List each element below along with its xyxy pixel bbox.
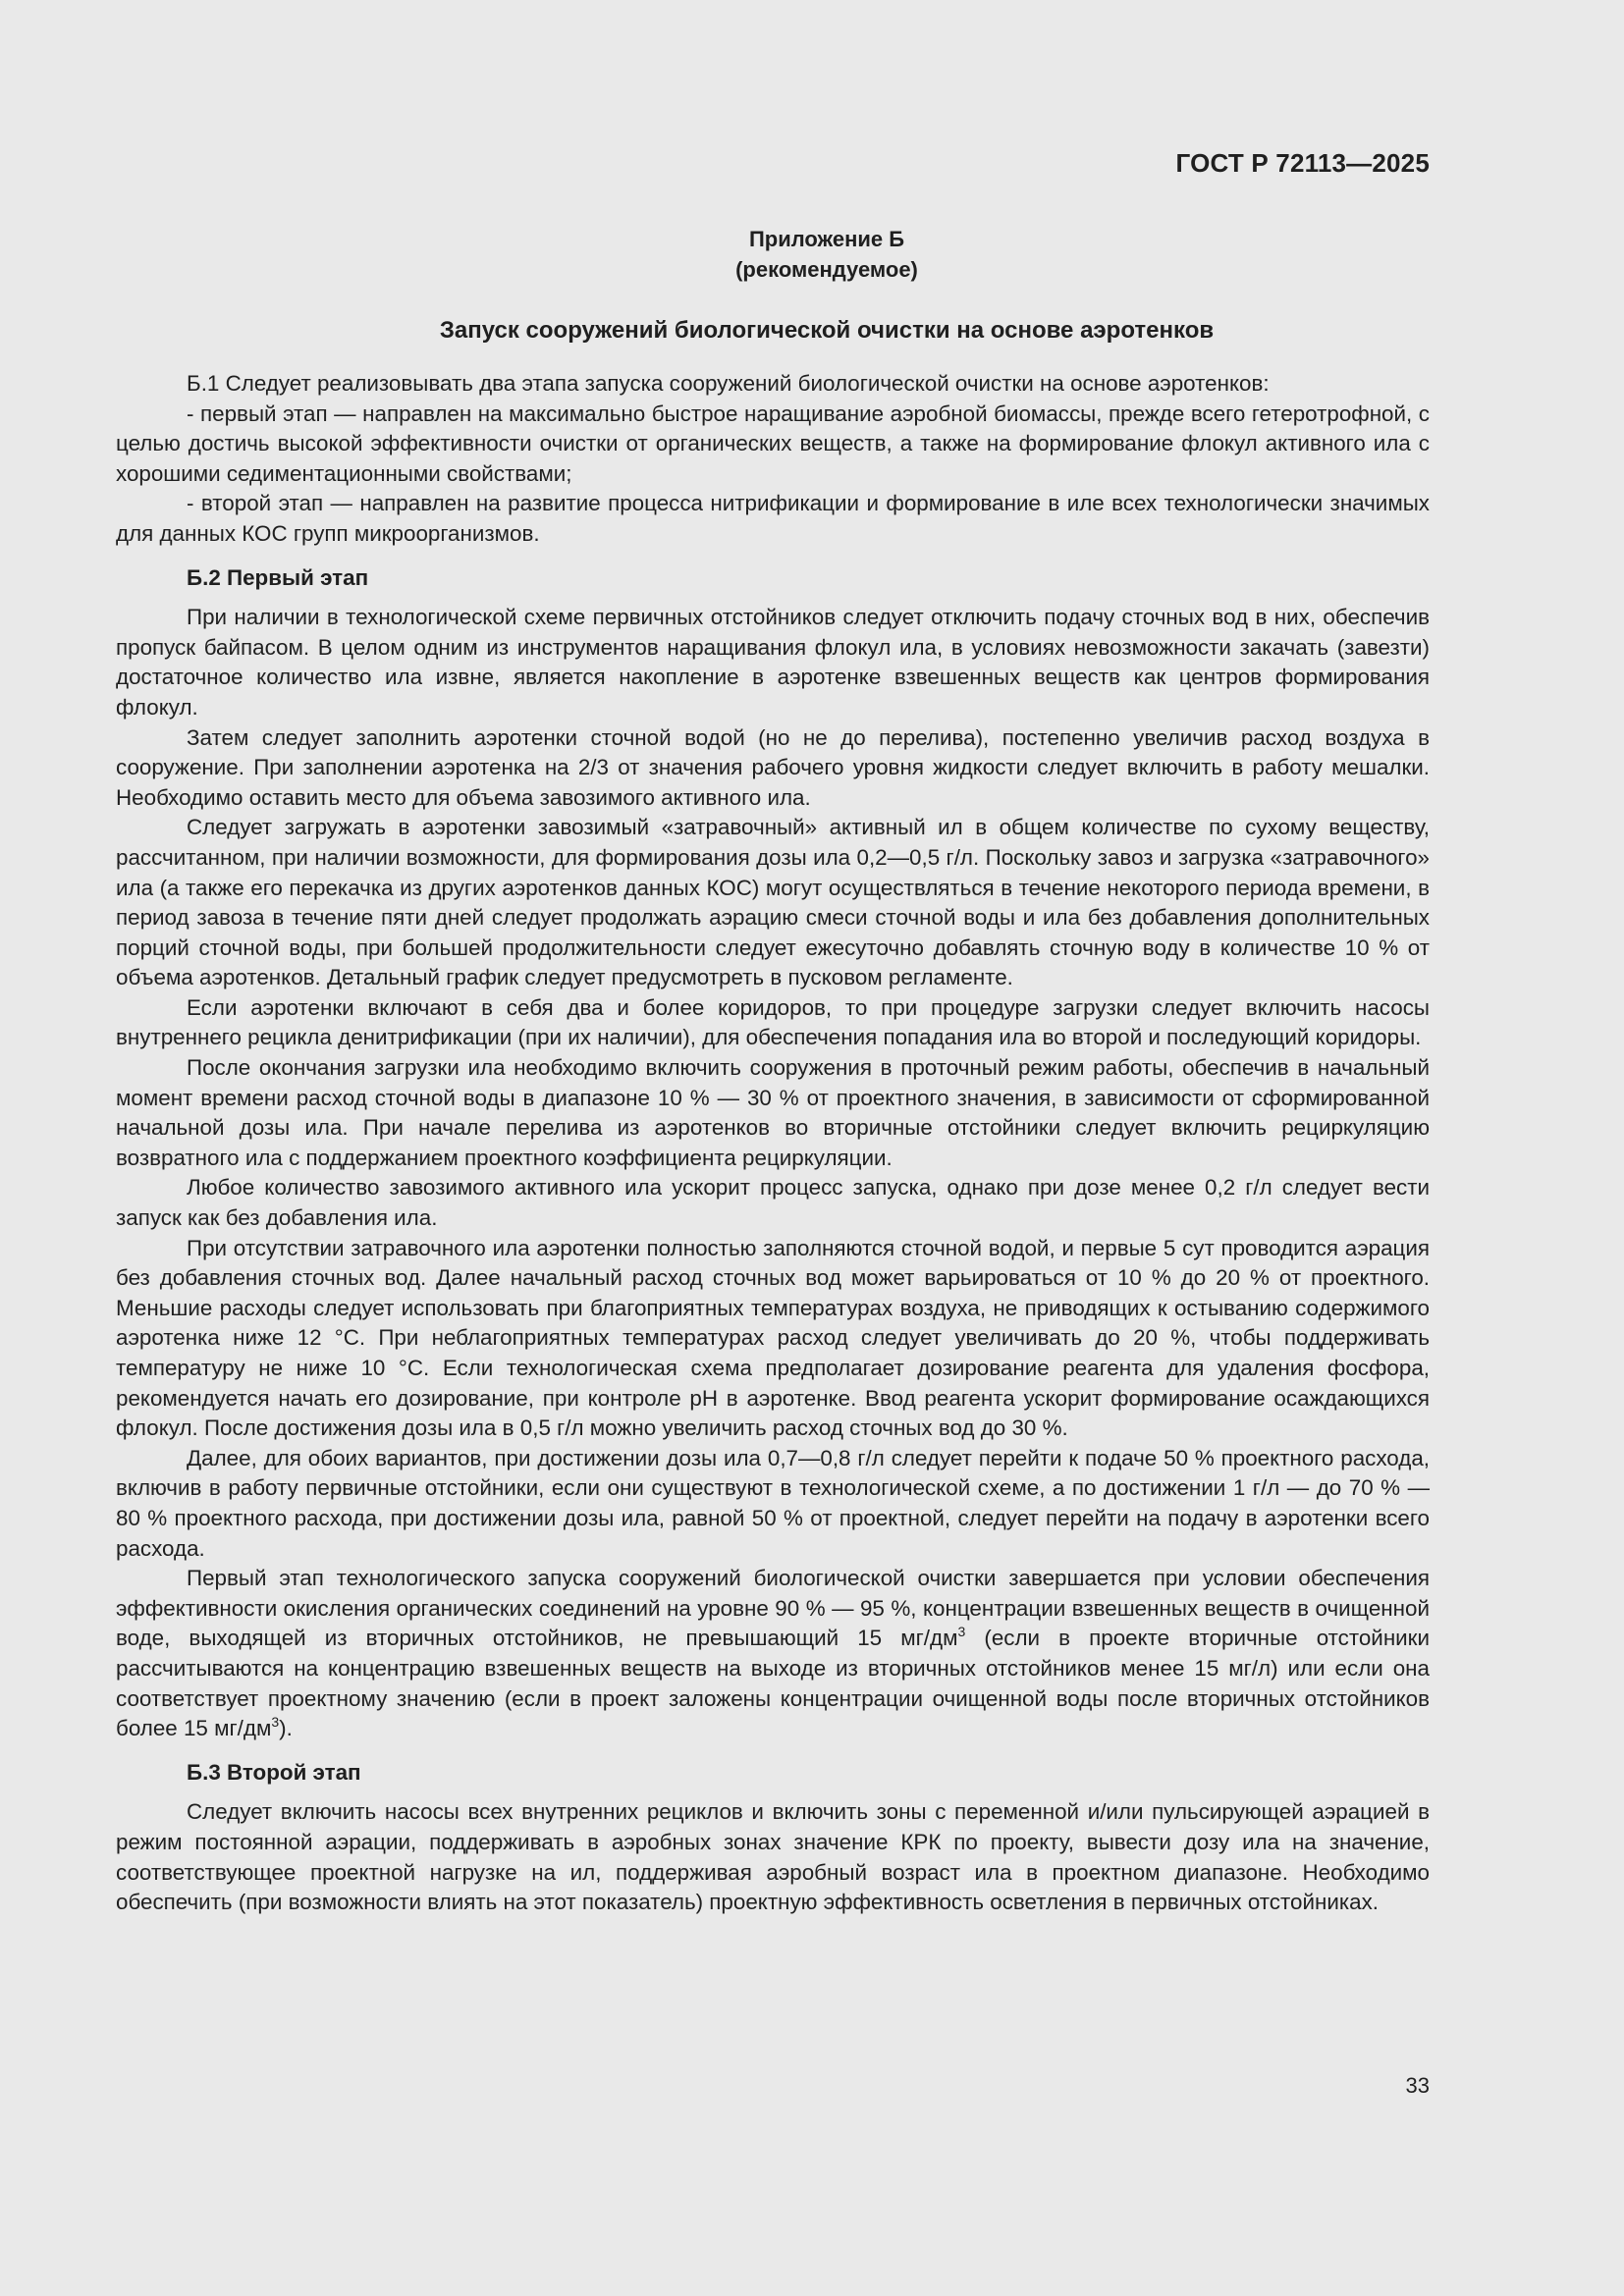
paragraph-b2-9 xyxy=(116,1564,1430,1744)
paragraph-b2-6: Любое количество завозимого активного ила ускорит процесс запуска, однако при дозе менее 0,2 г/л следует вести запуск как без добавления ила. xyxy=(116,1175,1430,1231)
appendix-status: (рекомендуемое) xyxy=(735,257,918,282)
standard-number: ГОСТ Р 72113—2025 xyxy=(1175,148,1430,178)
page-number: 33 xyxy=(1405,2073,1430,2098)
paragraph-b2-5: После окончания загрузки ила необходимо включить сооружения в проточный режим работы, обеспечив в начальный момент времени расход сточной воды в диапазоне 10 % — 30 % от проектного значения, в зависимости от сформированной начальной дозы ила. При начале перелива из аэротенков во вторичные отстойники следует включить рециркуляцию возвратного ила с поддержанием проектного коэффициента рециркуляции. xyxy=(116,1055,1430,1170)
paragraph-b1-intro: Б.1 Следует реализовывать два этапа запуска сооружений биологической очистки на основе аэротенков: xyxy=(187,371,1270,396)
paragraph-b2-8: Далее, для обоих вариантов, при достижении дозы ила 0,7—0,8 г/л следует перейти к подаче 50 % проектного расхода, включив в работу первичные отстойники, если они существуют в технологической схеме, а по достижении 1 г/л — до 70 % — 80 % проектного расхода, при достижении дозы ила, равной 50 % от проектной, следует перейти на подачу в аэротенки всего расхода. xyxy=(116,1445,1430,1561)
paragraph-b3-1: Следует включить насосы всех внутренних рециклов и включить зоны с переменной и/или пульсирующей аэрацией в режим постоянной аэрации, поддерживать в аэробных зонах значение КРК по проекту, вывести дозу ила на значение, соответствующее проектной нагрузке на ил, поддерживая аэробный возраст ила в проектном диапазоне. Необходимо обеспечить (при возможности влиять на этот показатель) проектную эффективность осветления в первичных отстойниках. xyxy=(116,1799,1430,1915)
paragraph-b2-9-part-c: ). xyxy=(279,1716,293,1741)
superscript-3: 3 xyxy=(271,1714,280,1731)
section-heading-b2: Б.2 Первый этап xyxy=(187,564,369,590)
paragraph-b2-4: Если аэротенки включают в себя два и более коридоров, то при процедуре загрузки следует включить насосы внутреннего рецикла денитрификации (при их наличии), для обеспечения попадания ила во второй и последующий коридоры. xyxy=(116,994,1430,1050)
paragraph-b2-2: Затем следует заполнить аэротенки сточной водой (но не до перелива), постепенно увеличив расход воздуха в сооружение. При заполнении аэротенка на 2/3 от значения рабочего уровня жидкости следует включить в работу мешалки. Необходимо оставить место для объема завозимого активного ила. xyxy=(116,724,1430,810)
appendix-title: Запуск сооружений биологической очистки на основе аэротенков xyxy=(439,317,1215,344)
superscript-3: 3 xyxy=(957,1624,966,1640)
paragraph-b2-9-part-a: Первый этап технологического запуска сооружений биологической очистки завершается при условии обеспечения эффективности окисления органических соединений на уровне 90 % — 95 %, концентрации взвешенных веществ в очищенной воде, выходящей из вторичных отстойников, не превышающий 15 мг/дм xyxy=(116,1566,1430,1651)
list-item-second-stage: - второй этап — направлен на развитие процесса нитрификации и формирование в иле всех технологически значимых для данных КОС групп микроорганизмов. xyxy=(116,491,1430,546)
paragraph-b2-9-part-b: (если в проекте вторичные отстойники рассчитываются на концентрацию взвешенных веществ на выходе из вторичных отстойников менее 15 мг/л) или если она соответствует проектному значению (если в проект заложены концентрации очищенной воды после вторичных отстойников более 15 мг/дм xyxy=(116,1626,1430,1741)
list-item-first-stage: - первый этап — направлен на максимально быстрое наращивание аэробной биомассы, прежде всего гетеротрофной, с целью достичь высокой эффективности очистки от органических веществ, а также на формирование флокул активного ила с хорошими седиментационными свойствами; xyxy=(116,400,1430,486)
section-heading-b3: Б.3 Второй этап xyxy=(187,1759,361,1785)
paragraph-b2-7: При отсутствии затравочного ила аэротенки полностью заполняются сточной водой, и первые 5 сут проводится аэрация без добавления сточных вод. Далее начальный расход сточных вод может варьироваться от 10 % до 20 % от проектного. Меньшие расходы следует использовать при благоприятных температурах воздуха, не приводящих к остыванию содержимого аэротенка ниже 12 °С. При неблагоприятных температурах расход следует увеличивать до 20 %, чтобы поддерживать температуру не ниже 10 °С. Если технологическая схема предполагает дозирование реагента для удаления фосфора, рекомендуется начать его дозирование, при контроле pH в аэротенке. Ввод реагента ускорит формирование осаждающихся флокул. После достижения дозы ила в 0,5 г/л можно увеличить расход сточных вод до 30 %. xyxy=(116,1235,1430,1441)
page-content xyxy=(116,224,1430,1918)
paragraph-b2-3: Следует загружать в аэротенки завозимый «затравочный» активный ил в общем количестве по сухому веществу, рассчитанном, при наличии возможности, для формирования дозы ила 0,2—0,5 г/л. Поскольку завоз и загрузка «затравочного» ила (а также его перекачка из других аэротенков данных КОС) могут осуществляться в течение некоторого периода времени, в период завоза в течение пяти дней следует продолжать аэрацию смеси сточной воды и ила без добавления дополнительных порций сточной воды, при большей продолжительности следует ежесуточно добавлять сточную воду в количестве 10 % от объема аэротенков. Детальный график следует предусмотреть в пусковом регламенте. xyxy=(116,815,1430,990)
appendix-label: Приложение Б xyxy=(748,227,905,251)
paragraph-b2-1: При наличии в технологической схеме первичных отстойников следует отключить подачу сточных вод в них, обеспечив пропуск байпасом. В целом одним из инструментов наращивания флокул ила, в условиях невозможности закачать (завезти) достаточное количество ила извне, является накопление в аэротенке взвешенных веществ как центров формирования флокул. xyxy=(116,605,1430,720)
